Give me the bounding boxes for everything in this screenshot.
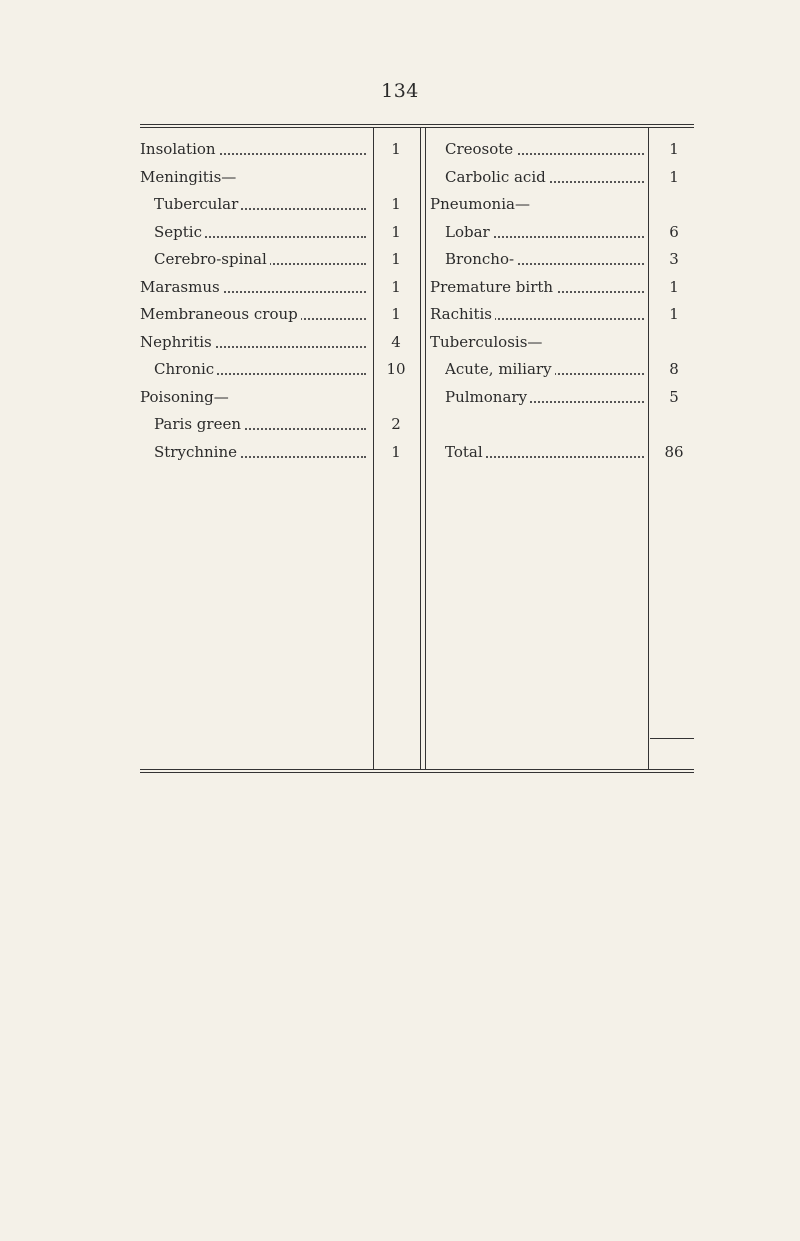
row-label-text: Carbolic acid <box>445 168 549 186</box>
row-label-text: Chronic <box>154 360 217 378</box>
row-label-text: Meningitis— <box>140 168 239 186</box>
row-label-text: Insolation <box>140 140 219 158</box>
row-label <box>445 357 644 381</box>
table-top-rule <box>140 124 694 125</box>
row-label-text: Nephritis <box>140 333 215 351</box>
row-value: 1 <box>391 442 401 461</box>
row-value: 1 <box>669 140 679 158</box>
row-label-text: Strychnine <box>154 443 240 461</box>
row-label <box>430 412 644 436</box>
table-row <box>0 275 800 299</box>
row-value <box>654 330 694 354</box>
row-label-text: Septic <box>154 223 205 241</box>
row-value: 8 <box>669 360 679 378</box>
row-label <box>445 440 644 464</box>
table-bottom-rule <box>140 769 694 770</box>
table-row <box>0 385 800 409</box>
table-row <box>0 330 800 354</box>
row-value: 86 <box>664 442 684 461</box>
table-row <box>0 357 800 381</box>
row-label <box>445 247 644 271</box>
row-value: 10 <box>386 360 406 378</box>
row-label <box>430 275 644 299</box>
row-label-text: Tuberculosis— <box>430 333 545 351</box>
row-value <box>654 192 694 216</box>
table-bottom-rule-inner <box>140 772 694 773</box>
row-label-text: Creosote <box>445 140 516 158</box>
row-label-text <box>430 415 433 433</box>
row-label <box>430 192 644 216</box>
row-value: 6 <box>669 222 679 241</box>
row-value: 5 <box>669 387 679 406</box>
total-rule <box>650 738 694 739</box>
table-row <box>0 192 800 216</box>
table-row <box>0 412 800 436</box>
row-label <box>445 220 644 244</box>
table-row <box>0 440 800 464</box>
row-label <box>430 330 644 354</box>
row-value: 1 <box>391 195 401 213</box>
row-label-text: Marasmus <box>140 278 223 296</box>
row-value: 3 <box>669 250 679 268</box>
row-label-text: Poisoning— <box>140 388 232 406</box>
row-label <box>445 385 644 409</box>
row-label <box>445 165 644 189</box>
row-value: 1 <box>391 222 401 241</box>
row-label-text: Pneumonia— <box>430 195 533 213</box>
row-value: 1 <box>391 140 401 158</box>
table-top-rule-inner <box>140 127 694 128</box>
row-label-text: Pulmonary <box>445 388 530 406</box>
row-value: 1 <box>669 277 679 296</box>
row-value: 1 <box>391 250 401 268</box>
row-value: 1 <box>669 167 679 186</box>
table-row <box>0 302 800 326</box>
row-label-text: Cerebro-spinal <box>154 250 270 268</box>
row-label-text: Total <box>445 443 486 461</box>
row-label-text: Broncho- <box>445 250 517 268</box>
table-row <box>0 165 800 189</box>
row-label <box>445 137 644 161</box>
row-label-text: Rachitis <box>430 305 495 323</box>
row-label-text: Paris green <box>154 415 244 433</box>
row-label-text: Premature birth <box>430 278 556 296</box>
page-number: 134 <box>381 80 419 102</box>
table-row <box>0 137 800 161</box>
row-label-text: Membraneous croup <box>140 305 301 323</box>
row-value: 4 <box>391 332 401 351</box>
row-label-text: Lobar <box>445 223 493 241</box>
table-row <box>0 220 800 244</box>
row-value: 2 <box>391 415 401 433</box>
row-value: 1 <box>391 305 401 323</box>
row-label-text: Tubercular <box>154 195 241 213</box>
row-value <box>654 412 694 436</box>
row-label <box>430 302 644 326</box>
row-value: 1 <box>669 305 679 323</box>
row-value: 1 <box>391 277 401 296</box>
table-row <box>0 247 800 271</box>
row-label-text: Acute, miliary <box>445 360 555 378</box>
